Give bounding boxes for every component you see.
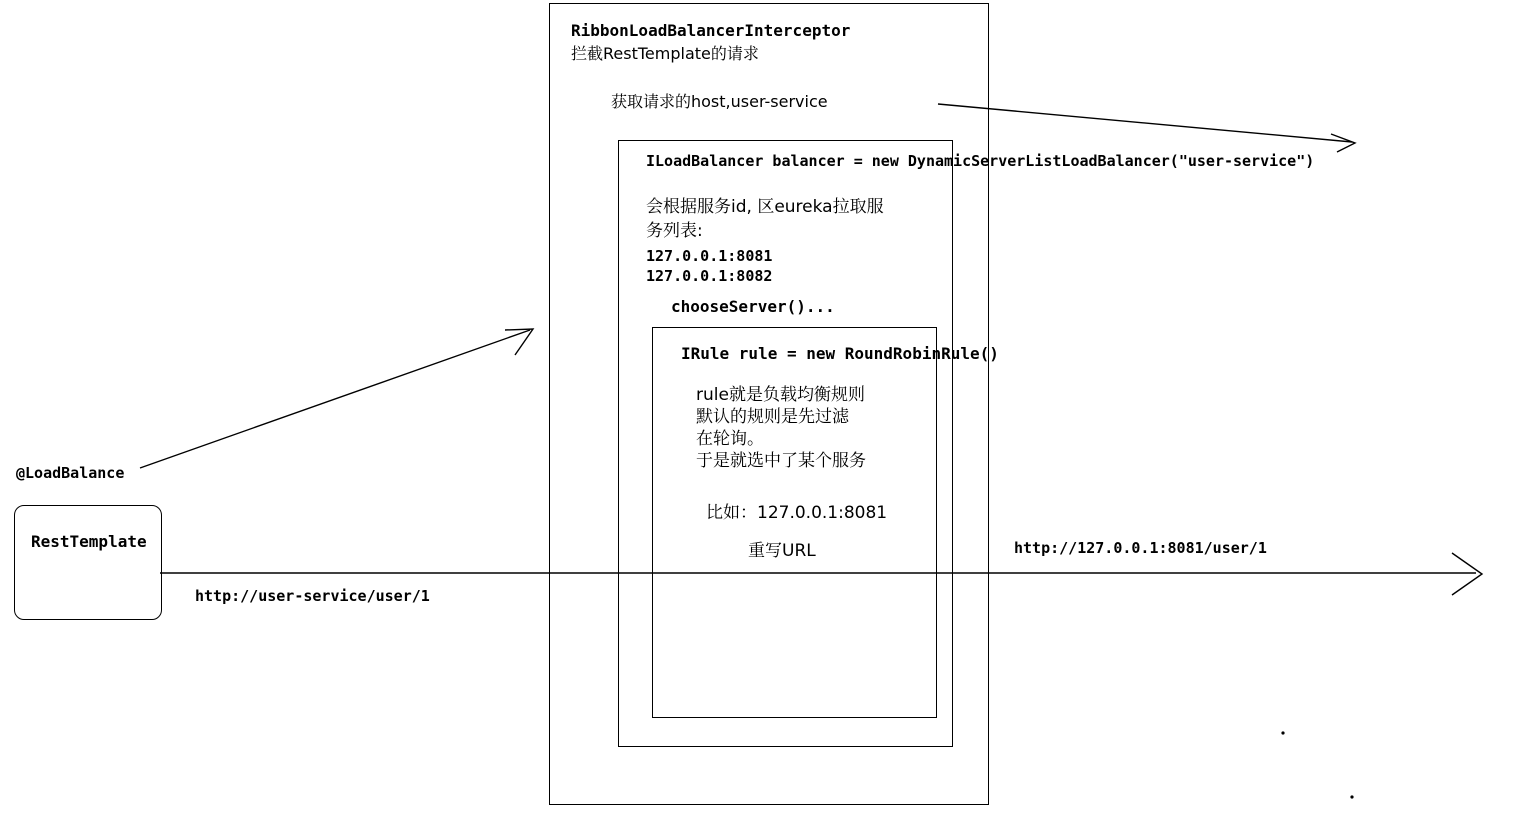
- load-balancer-desc-line1: 会根据服务id, 区eureka拉取服: [646, 197, 884, 217]
- rule-signature: IRule rule = new RoundRobinRule(): [681, 344, 999, 363]
- rest-template-box: [14, 505, 162, 620]
- load-balancer-desc-line2: 务列表:: [646, 221, 703, 241]
- interceptor-title: RibbonLoadBalancerInterceptor: [571, 21, 851, 40]
- rule-desc-line4: 于是就选中了某个服务: [696, 451, 866, 471]
- load-balancer-server-2: 127.0.0.1:8082: [646, 267, 773, 285]
- rest-template-label: RestTemplate: [31, 532, 147, 551]
- incoming-request-url: http://user-service/user/1: [195, 587, 430, 605]
- choose-server-label: chooseServer()...: [671, 297, 835, 316]
- rule-desc-line1: rule就是负载均衡规则: [696, 385, 865, 405]
- outgoing-request-url: http://127.0.0.1:8081/user/1: [1014, 539, 1267, 557]
- rule-desc-line3: 在轮询。: [696, 429, 764, 449]
- rule-desc-line2: 默认的规则是先过滤: [696, 407, 849, 427]
- load-balancer-server-1: 127.0.0.1:8081: [646, 247, 773, 265]
- load-balance-annotation: @LoadBalance: [16, 464, 125, 482]
- rule-example: 比如：127.0.0.1:8081: [706, 503, 888, 523]
- rewrite-url-label: 重写URL: [748, 541, 816, 561]
- interceptor-subtitle: 拦截RestTemplate的请求: [571, 44, 759, 63]
- load-balancer-signature: ILoadBalancer balancer = new DynamicServerListLoadBalancer("user-service"): [646, 152, 1315, 170]
- get-host-label: 获取请求的host,user-service: [611, 92, 828, 111]
